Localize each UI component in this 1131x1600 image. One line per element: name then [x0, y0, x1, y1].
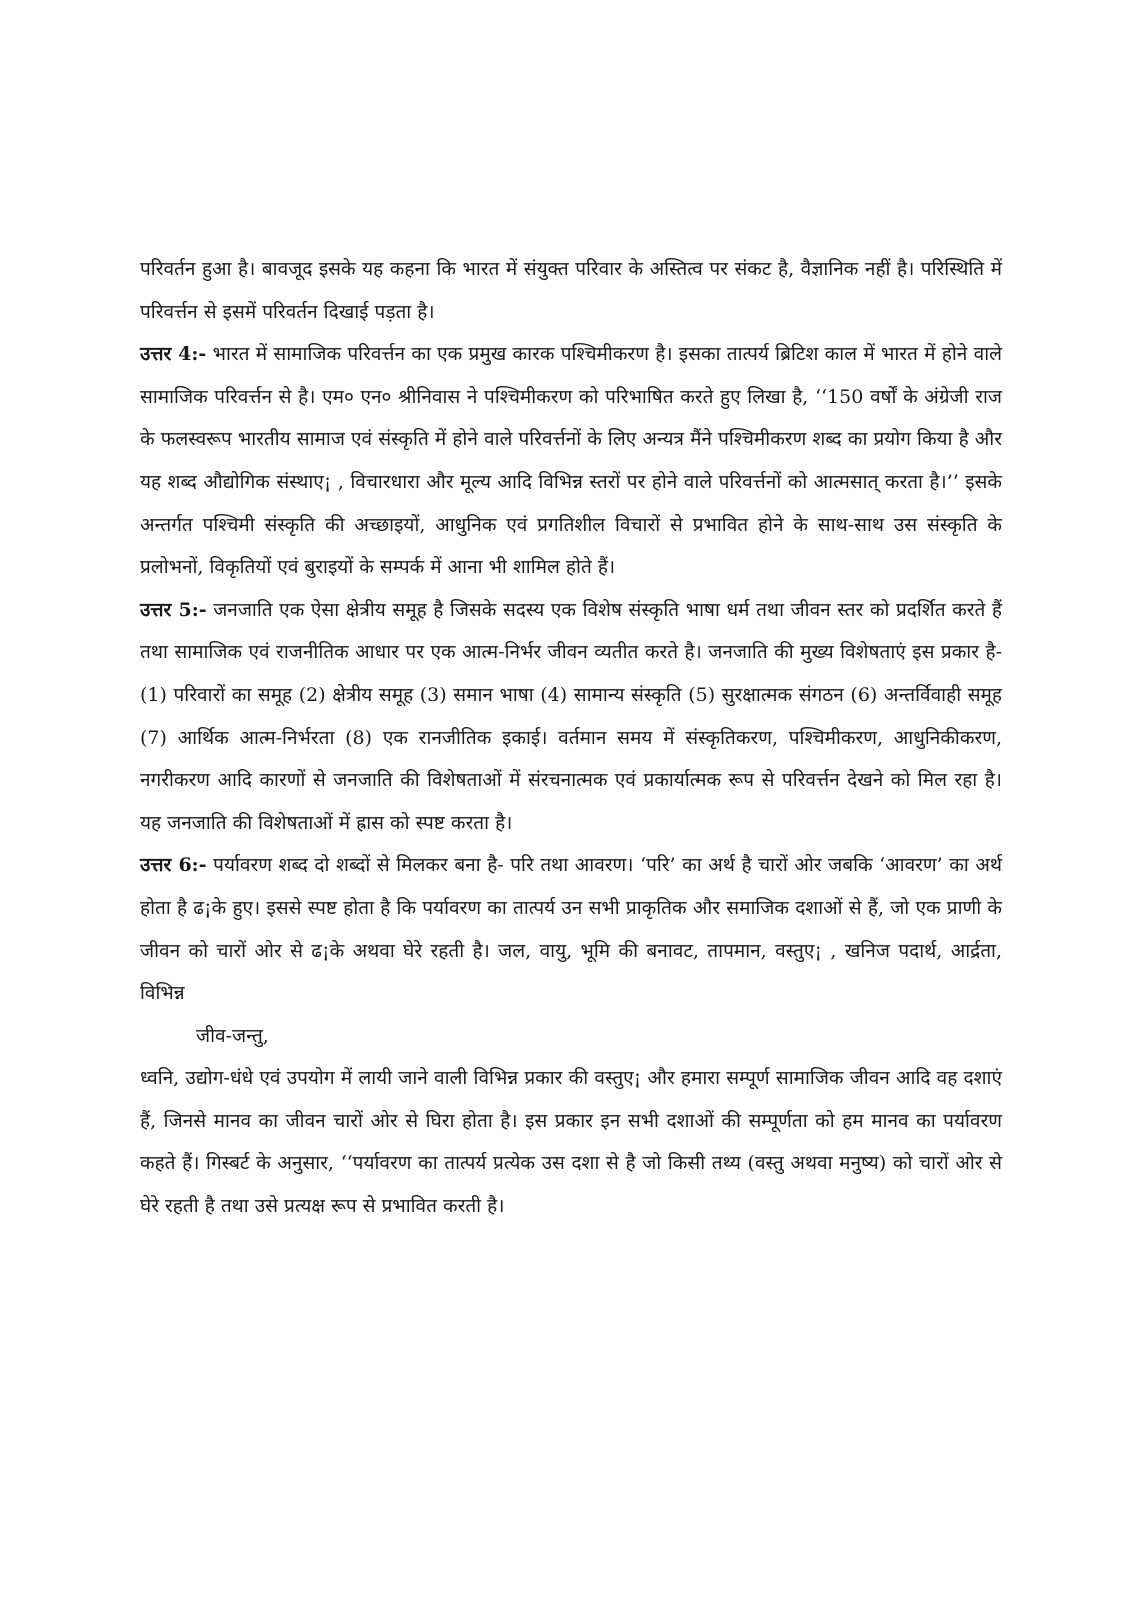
- document-body: [140, 248, 1002, 1228]
- answer-5-paragraph: [140, 589, 1002, 845]
- answer-label: उत्तर 4:-: [140, 343, 207, 366]
- paragraph-text: जीव-जन्तु,: [196, 1024, 269, 1047]
- answer-text: जनजाति एक ऐसा क्षेत्रीय समूह है जिसके सदस्य एक विशेष संस्कृति भाषा धर्म तथा जीवन स्तर को प्रदर्शित करते हैं तथा सामाजिक एवं राजनीतिक आधार पर एक आत्म-निर्भर जीवन व्यतीत करते है। जनजाति की मुख्य विशेषताएं इस प्रकार है-(1) परिवारों का समूह (2) क्षेत्रीय समूह (3) समान भाषा (4) सामान्य संस्कृति (5) सुरक्षात्मक संगठन (6) अन्तर्विवाही समूह (7) आर्थिक आत्म-निर्भरता (8) एक रानजीतिक इकाई। वर्तमान समय में संस्कृतिकरण, पश्चिमीकरण, आधुनिकीकरण, नगरीकरण आदि कारणों से जनजाति की विशेषताओं में संरचनात्मक एवं प्रकार्यात्मक रूप से परिवर्त्तन देखने को मिल रहा है। यह जनजाति की विशेषताओं में ह्रास को स्पष्ट करता है।: [140, 598, 1002, 834]
- answer-text: भारत में सामाजिक परिवर्त्तन का एक प्रमुख कारक पश्चिमीकरण है। इसका तात्पर्य ब्रिटिश काल में भारत में होने वाले सामाजिक परिवर्त्तन से है। एम० एन० श्रीनिवास ने पश्चिमीकरण को परिभाषित करते हुए लिखा है, ‘‘150 वर्षों के अंग्रेजी राज के फलस्वरूप भारतीय सामाज एवं संस्कृति में होने वाले परिवर्त्तनों के लिए अन्यत्र मैंने पश्चिमीकरण शब्द का प्रयोग किया है और यह शब्द औद्योगिक संस्थाए¡ , विचारधारा और मूल्य आदि विभिन्न स्तरों पर होने वाले परिवर्त्तनों को आत्मसात् करता है।’’ इसके अन्तर्गत पश्चिमी संस्कृति की अच्छाइयों, आधुनिक एवं प्रगतिशील विचारों से प्रभावित होने के साथ-साथ उस संस्कृति के प्रलोभनों, विकृतियों एवं बुराइयों के सम्पर्क में आना भी शामिल होते हैं।: [140, 343, 1003, 579]
- answer-4-paragraph: [140, 333, 1002, 589]
- answer-text: पर्यावरण शब्द दो शब्दों से मिलकर बना है- परि तथा आवरण। ‘परि’ का अर्थ है चारों ओर जबकि ‘आवरण’ का अर्थ होता है ढ¡के हुए। इससे स्पष्ट होता है कि पर्यावरण का तात्पर्य उन सभी प्राकृतिक और समाजिक दशाओं से हैं, जो एक प्राणी के जीवन को चारों ओर से ढ¡के अथवा घेरे रहती है। जल, वायु, भूमि की बनावट, तापमान, वस्तुए¡ , खनिज पदार्थ, आर्द्रता, विभिन्न: [140, 854, 1003, 1005]
- paragraph-final: [140, 1057, 1002, 1227]
- answer-6-paragraph: [140, 844, 1002, 1014]
- paragraph-text: परिवर्तन हुआ है। बावजूद इसके यह कहना कि भारत में संयुक्त परिवार के अस्तित्व पर संकट है, वैज्ञानिक नहीं है। परिस्थिति में परिवर्त्तन से इसमें परिवर्तन दिखाई पड़ता है।: [140, 258, 1002, 323]
- answer-label: उत्तर 6:-: [140, 854, 207, 877]
- indented-line: [140, 1015, 1002, 1058]
- paragraph-continuation: [140, 248, 1002, 333]
- answer-label: उत्तर 5:-: [140, 598, 207, 621]
- paragraph-text: ध्वनि, उद्योग-धंधे एवं उपयोग में लायी जाने वाली विभिन्न प्रकार की वस्तुए¡ और हमारा सम्पूर्ण सामाजिक जीवन आदि वह दशाएं हैं, जिनसे मानव का जीवन चारों ओर से घिरा होता है। इस प्रकार इन सभी दशाओं की सम्पूर्णता को हम मानव का पर्यावरण कहते हैं। गिस्बर्ट के अनुसार, ‘‘पर्यावरण का तात्पर्य प्रत्येक उस दशा से है जो किसी तथ्य (वस्तु अथवा मनुष्य) को चारों ओर से घेरे रहती है तथा उसे प्रत्यक्ष रूप से प्रभावित करती है।: [140, 1067, 1002, 1218]
